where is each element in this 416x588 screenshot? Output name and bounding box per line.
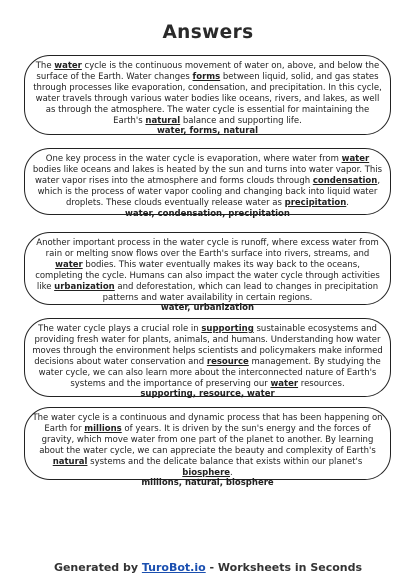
answer-key: water, forms, natural xyxy=(156,126,259,137)
keyword: water xyxy=(270,378,299,389)
passage-segment: The water cycle plays a crucial role in xyxy=(38,324,202,334)
footer-suffix: - Worksheets in Seconds xyxy=(205,561,363,574)
passage-segment: resources. xyxy=(298,378,345,389)
keyword: forms xyxy=(192,71,221,82)
keyword: water xyxy=(55,259,83,270)
passage-segment: cycle is the continuous movement of water on, above, and below the surface of the Earth. Water changes xyxy=(36,61,380,82)
page-title: Answers xyxy=(162,22,254,43)
answer-key: water, urbanization xyxy=(160,303,255,314)
passage-segment: One key process in the water cycle is evaporation, where water from xyxy=(45,154,342,164)
passage-segment: of years. It is driven by the sun's energy and the forces of gravity, which move water from one part of the planet to another. By learning about the water cycle, we can appreciate the beauty and complexity of Earth's xyxy=(39,423,376,456)
answer-key: supporting, resource, water xyxy=(140,389,275,400)
keyword: natural xyxy=(52,456,88,467)
passage-segment: Another important process in the water cycle is runoff, where excess water from rain or melting snow flows over the Earth's surface into rivers, streams, and xyxy=(36,238,379,259)
answer-key: millions, natural, biosphere xyxy=(141,478,274,489)
footer-prefix: Generated by xyxy=(53,561,142,574)
keyword: condensation xyxy=(312,175,378,186)
passage-text xyxy=(31,413,384,478)
passage-text xyxy=(31,61,384,126)
passage-segment: , which is the process of water vapor cooling and changing back into liquid water droplets. These clouds eventually release water as xyxy=(37,175,381,208)
passage-segment: The xyxy=(35,61,55,71)
footer-brand-link[interactable]: TuroBot.io xyxy=(141,561,206,574)
keyword: water xyxy=(54,61,82,71)
passage-text xyxy=(31,154,384,209)
keyword: biosphere xyxy=(182,467,231,478)
passage-segment: . xyxy=(230,467,233,478)
answer-card xyxy=(24,55,391,135)
keyword: urbanization xyxy=(54,281,115,292)
passage-segment: and deforestation, which can lead to changes in precipitation patterns and water availability in certain regions. xyxy=(102,281,379,303)
passage-segment: . xyxy=(346,197,349,208)
passage-text xyxy=(31,324,384,389)
keyword: millions xyxy=(84,423,122,434)
passage-segment: The water cycle is a continuous and dynamic process that has been happening on Earth for xyxy=(32,413,383,434)
keyword: resource xyxy=(206,356,249,367)
keyword: precipitation xyxy=(284,197,347,208)
answer-key: water, condensation, precipitation xyxy=(125,208,290,219)
passage-segment: balance and supporting life. xyxy=(180,115,302,126)
answer-card xyxy=(24,232,391,314)
keyword: natural xyxy=(145,115,181,126)
keyword: supporting xyxy=(201,324,254,334)
footer xyxy=(0,561,416,574)
passage-segment: systems and the delicate balance that exists within our planet's xyxy=(87,456,363,467)
passage-segment: between liquid, solid, and gas states through processes like evaporation, condensation, and precipitation. In this cycle, water travels through various water bodies like oceans, rivers, and lakes, as well as through the atmosphere. The water cycle is essential for maintaining the Earth's xyxy=(33,71,382,126)
passage-segment: bodies. This water eventually makes its way back to the oceans, completing the cycle. Humans can also impact the water cycle through activities like xyxy=(35,259,380,292)
keyword: water xyxy=(341,154,370,164)
answer-card xyxy=(24,148,391,219)
passage-segment: management. By studying the water cycle, we can also learn more about the interconnected nature of Earth's systems and the importance of preserving our xyxy=(38,356,381,389)
passage-segment: sustainable ecosystems and providing fresh water for plants, animals, and humans. Understanding how water moves through the environment helps scientists and policymakers make informed decisions about water conservation and xyxy=(32,324,383,367)
answer-card xyxy=(24,318,391,400)
passage-segment: bodies like oceans and lakes is heated by the sun and turns into water vapor. This water vapor rises into the atmosphere and forms clouds through xyxy=(32,164,383,186)
answer-card xyxy=(24,407,391,489)
passage-text xyxy=(31,238,384,303)
